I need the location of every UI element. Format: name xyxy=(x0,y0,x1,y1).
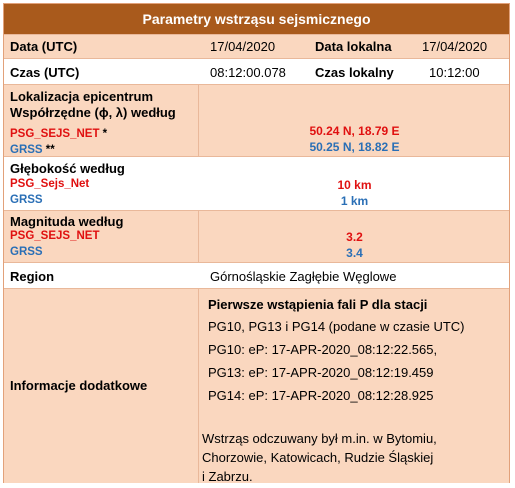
location-label: Lokalizacja epicentrum xyxy=(10,89,154,104)
info-row xyxy=(4,288,509,483)
column-divider xyxy=(198,211,199,262)
column-divider xyxy=(198,85,199,156)
location-source-1: PSG_SEJS_NET * xyxy=(10,128,108,140)
magnitude-value-1: 3.2 xyxy=(346,230,363,244)
depth-label: Głębokość według xyxy=(10,161,125,176)
depth-value-2: 1 km xyxy=(340,194,369,208)
time-local-value: 10:12:00 xyxy=(429,65,480,80)
date-utc-label: Data (UTC) xyxy=(10,39,78,54)
depth-value-1: 10 km xyxy=(337,178,372,192)
magnitude-source-2: GRSS xyxy=(10,246,43,258)
info-felt-3: i Zabrzu. xyxy=(202,469,253,484)
info-felt-2: Chorzowie, Katowicach, Rudzie Śląskiej xyxy=(202,450,434,465)
date-local-value: 17/04/2020 xyxy=(422,39,488,54)
date-utc-value: 17/04/2020 xyxy=(210,39,276,54)
region-row xyxy=(4,262,509,288)
magnitude-value-2: 3.4 xyxy=(346,246,363,260)
depth-source-2: GRSS xyxy=(10,194,43,206)
location-row xyxy=(4,84,509,156)
info-heading: Pierwsze wstąpienia fali P dla stacji xyxy=(208,297,428,312)
magnitude-label: Magnituda według xyxy=(10,214,124,229)
info-stations: PG10, PG13 i PG14 (podane w czasie UTC) xyxy=(208,319,465,334)
date-row xyxy=(4,34,509,58)
info-label: Informacje dodatkowe xyxy=(10,378,148,393)
region-label: Region xyxy=(10,269,55,284)
depth-row xyxy=(4,156,509,210)
info-pg13: PG13: eP: 17-APR-2020_08:12:19.459 xyxy=(208,365,434,380)
time-row xyxy=(4,58,509,84)
location-source-2: GRSS ** xyxy=(10,144,55,156)
coords-label: Współrzędne (ϕ, λ) według xyxy=(10,105,176,120)
magnitude-row xyxy=(4,210,509,262)
depth-source-1: PSG_Sejs_Net xyxy=(10,178,90,190)
info-pg14: PG14: eP: 17-APR-2020_08:12:28.925 xyxy=(208,388,434,403)
info-pg10: PG10: eP: 17-APR-2020_08:12:22.565, xyxy=(208,342,438,357)
region-value: Górnośląskie Zagłębie Węglowe xyxy=(210,269,397,284)
location-value-1: 50.24 N, 18.79 E xyxy=(309,124,400,138)
seismic-parameters-table xyxy=(3,3,510,483)
time-local-label: Czas lokalny xyxy=(315,65,394,80)
location-value-2: 50.25 N, 18.82 E xyxy=(309,140,400,154)
time-utc-value: 08:12:00.078 xyxy=(210,65,286,80)
time-utc-label: Czas (UTC) xyxy=(10,65,80,80)
table-title: Parametry wstrząsu sejsmicznego xyxy=(4,4,509,34)
info-felt-1: Wstrząs odczuwany był m.in. w Bytomiu, xyxy=(202,431,437,446)
magnitude-source-1: PSG_SEJS_NET xyxy=(10,230,100,242)
date-local-label: Data lokalna xyxy=(315,39,392,54)
column-divider xyxy=(198,289,199,483)
